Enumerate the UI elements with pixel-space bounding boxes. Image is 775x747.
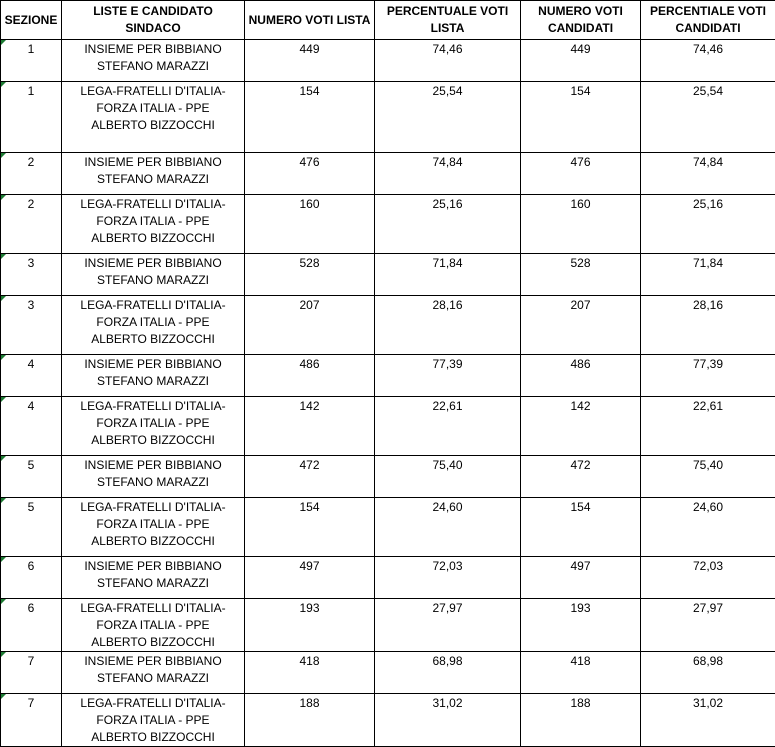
candidate-name: ALBERTO BIZZOCCHI [64, 533, 242, 550]
cell-sezione: 3 [1, 254, 62, 296]
candidate-name: STEFANO MARAZZI [64, 474, 242, 491]
candidate-name: ALBERTO BIZZOCCHI [64, 331, 242, 348]
cell-sezione: 1 [1, 82, 62, 153]
candidate-name: STEFANO MARAZZI [64, 670, 242, 687]
candidate-name: STEFANO MARAZZI [64, 272, 242, 289]
candidate-name: ALBERTO BIZZOCCHI [64, 729, 242, 746]
cell-sezione: 5 [1, 456, 62, 498]
header-percentuale-voti-lista: PERCENTUALE VOTI LISTA [375, 1, 521, 40]
cell-lista-candidato [62, 296, 245, 355]
cell-perc-lista: 22,61 [375, 397, 521, 456]
table-row [1, 498, 775, 557]
cell-perc-candidati: 75,40 [641, 456, 775, 498]
header-liste-candidato: LISTE E CANDIDATO SINDACO [62, 1, 245, 40]
lista-name: LEGA-FRATELLI D'ITALIA-FORZA ITALIA - PPE [64, 600, 242, 634]
cell-perc-candidati: 74,84 [641, 153, 775, 195]
lista-name: INSIEME PER BIBBIANO [64, 558, 242, 575]
lista-name: LEGA-FRATELLI D'ITALIA-FORZA ITALIA - PPE [64, 398, 242, 432]
table-row [1, 355, 775, 397]
cell-voti-lista: 418 [245, 652, 375, 694]
header-sezione: SEZIONE [1, 1, 62, 40]
lista-name: INSIEME PER BIBBIANO [64, 653, 242, 670]
table-row [1, 254, 775, 296]
cell-perc-candidati: 25,54 [641, 82, 775, 153]
lista-name: INSIEME PER BIBBIANO [64, 41, 242, 58]
cell-perc-candidati: 22,61 [641, 397, 775, 456]
cell-sezione: 2 [1, 153, 62, 195]
candidate-name: STEFANO MARAZZI [64, 373, 242, 390]
cell-perc-candidati: 27,97 [641, 599, 775, 652]
cell-lista-candidato [62, 456, 245, 498]
table-row [1, 694, 775, 747]
cell-lista-candidato [62, 694, 245, 747]
cell-voti-lista: 207 [245, 296, 375, 355]
cell-sezione: 3 [1, 296, 62, 355]
candidate-name: STEFANO MARAZZI [64, 171, 242, 188]
cell-voti-lista: 497 [245, 557, 375, 599]
table-row [1, 557, 775, 599]
cell-voti-candidati: 497 [521, 557, 641, 599]
cell-lista-candidato [62, 82, 245, 153]
cell-sezione: 6 [1, 599, 62, 652]
header-numero-voti-lista: NUMERO VOTI LISTA [245, 1, 375, 40]
cell-sezione: 5 [1, 498, 62, 557]
cell-sezione: 1 [1, 40, 62, 82]
cell-perc-lista: 75,40 [375, 456, 521, 498]
cell-perc-lista: 71,84 [375, 254, 521, 296]
cell-lista-candidato [62, 599, 245, 652]
table-row [1, 195, 775, 254]
table-row [1, 296, 775, 355]
cell-lista-candidato [62, 557, 245, 599]
cell-voti-candidati: 142 [521, 397, 641, 456]
table-row [1, 153, 775, 195]
header-numero-voti-candidati: NUMERO VOTI CANDIDATI [521, 1, 641, 40]
cell-voti-candidati: 472 [521, 456, 641, 498]
cell-perc-lista: 28,16 [375, 296, 521, 355]
lista-name: LEGA-FRATELLI D'ITALIA-FORZA ITALIA - PPE [64, 499, 242, 533]
table-row [1, 599, 775, 652]
header-percentiale-voti-candidati: PERCENTIALE VOTI CANDIDATI [641, 1, 775, 40]
cell-lista-candidato [62, 652, 245, 694]
candidate-name: STEFANO MARAZZI [64, 575, 242, 592]
cell-voti-lista: 528 [245, 254, 375, 296]
cell-sezione: 2 [1, 195, 62, 254]
cell-perc-lista: 31,02 [375, 694, 521, 747]
cell-lista-candidato [62, 254, 245, 296]
cell-perc-lista: 68,98 [375, 652, 521, 694]
candidate-name: ALBERTO BIZZOCCHI [64, 117, 242, 134]
cell-voti-candidati: 193 [521, 599, 641, 652]
cell-lista-candidato [62, 498, 245, 557]
table-row [1, 652, 775, 694]
candidate-name: ALBERTO BIZZOCCHI [64, 432, 242, 449]
cell-perc-candidati: 28,16 [641, 296, 775, 355]
cell-voti-candidati: 476 [521, 153, 641, 195]
cell-perc-lista: 74,46 [375, 40, 521, 82]
lista-name: INSIEME PER BIBBIANO [64, 154, 242, 171]
cell-voti-lista: 160 [245, 195, 375, 254]
table-row [1, 82, 775, 153]
lista-name: INSIEME PER BIBBIANO [64, 356, 242, 373]
cell-voti-lista: 188 [245, 694, 375, 747]
cell-perc-lista: 72,03 [375, 557, 521, 599]
cell-voti-lista: 142 [245, 397, 375, 456]
cell-perc-lista: 25,54 [375, 82, 521, 153]
cell-perc-lista: 77,39 [375, 355, 521, 397]
cell-voti-candidati: 154 [521, 498, 641, 557]
cell-perc-candidati: 31,02 [641, 694, 775, 747]
cell-lista-candidato [62, 355, 245, 397]
header-row [1, 1, 775, 40]
cell-voti-lista: 449 [245, 40, 375, 82]
cell-perc-candidati: 24,60 [641, 498, 775, 557]
cell-voti-lista: 154 [245, 82, 375, 153]
lista-name: LEGA-FRATELLI D'ITALIA-FORZA ITALIA - PPE [64, 83, 242, 117]
lista-name: LEGA-FRATELLI D'ITALIA-FORZA ITALIA - PPE [64, 297, 242, 331]
cell-sezione: 7 [1, 694, 62, 747]
cell-perc-candidati: 74,46 [641, 40, 775, 82]
cell-voti-candidati: 188 [521, 694, 641, 747]
cell-sezione: 4 [1, 397, 62, 456]
cell-voti-lista: 486 [245, 355, 375, 397]
cell-perc-candidati: 68,98 [641, 652, 775, 694]
cell-voti-candidati: 486 [521, 355, 641, 397]
cell-perc-lista: 24,60 [375, 498, 521, 557]
cell-voti-lista: 154 [245, 498, 375, 557]
lista-name: INSIEME PER BIBBIANO [64, 255, 242, 272]
cell-perc-lista: 27,97 [375, 599, 521, 652]
table-row [1, 456, 775, 498]
cell-voti-candidati: 160 [521, 195, 641, 254]
table-row [1, 397, 775, 456]
cell-sezione: 6 [1, 557, 62, 599]
lista-name: INSIEME PER BIBBIANO [64, 457, 242, 474]
cell-perc-candidati: 77,39 [641, 355, 775, 397]
cell-voti-lista: 472 [245, 456, 375, 498]
cell-perc-lista: 25,16 [375, 195, 521, 254]
cell-perc-candidati: 25,16 [641, 195, 775, 254]
cell-perc-candidati: 72,03 [641, 557, 775, 599]
cell-voti-candidati: 207 [521, 296, 641, 355]
candidate-name: ALBERTO BIZZOCCHI [64, 230, 242, 247]
cell-sezione: 7 [1, 652, 62, 694]
cell-voti-candidati: 528 [521, 254, 641, 296]
cell-voti-lista: 476 [245, 153, 375, 195]
cell-lista-candidato [62, 40, 245, 82]
cell-sezione: 4 [1, 355, 62, 397]
cell-perc-lista: 74,84 [375, 153, 521, 195]
cell-lista-candidato [62, 153, 245, 195]
cell-perc-candidati: 71,84 [641, 254, 775, 296]
cell-lista-candidato [62, 397, 245, 456]
candidate-name: ALBERTO BIZZOCCHI [64, 634, 242, 651]
cell-lista-candidato [62, 195, 245, 254]
cell-voti-lista: 193 [245, 599, 375, 652]
candidate-name: STEFANO MARAZZI [64, 58, 242, 75]
lista-name: LEGA-FRATELLI D'ITALIA-FORZA ITALIA - PPE [64, 196, 242, 230]
cell-voti-candidati: 154 [521, 82, 641, 153]
lista-name: LEGA-FRATELLI D'ITALIA-FORZA ITALIA - PPE [64, 695, 242, 729]
cell-voti-candidati: 449 [521, 40, 641, 82]
table-row [1, 40, 775, 82]
cell-voti-candidati: 418 [521, 652, 641, 694]
